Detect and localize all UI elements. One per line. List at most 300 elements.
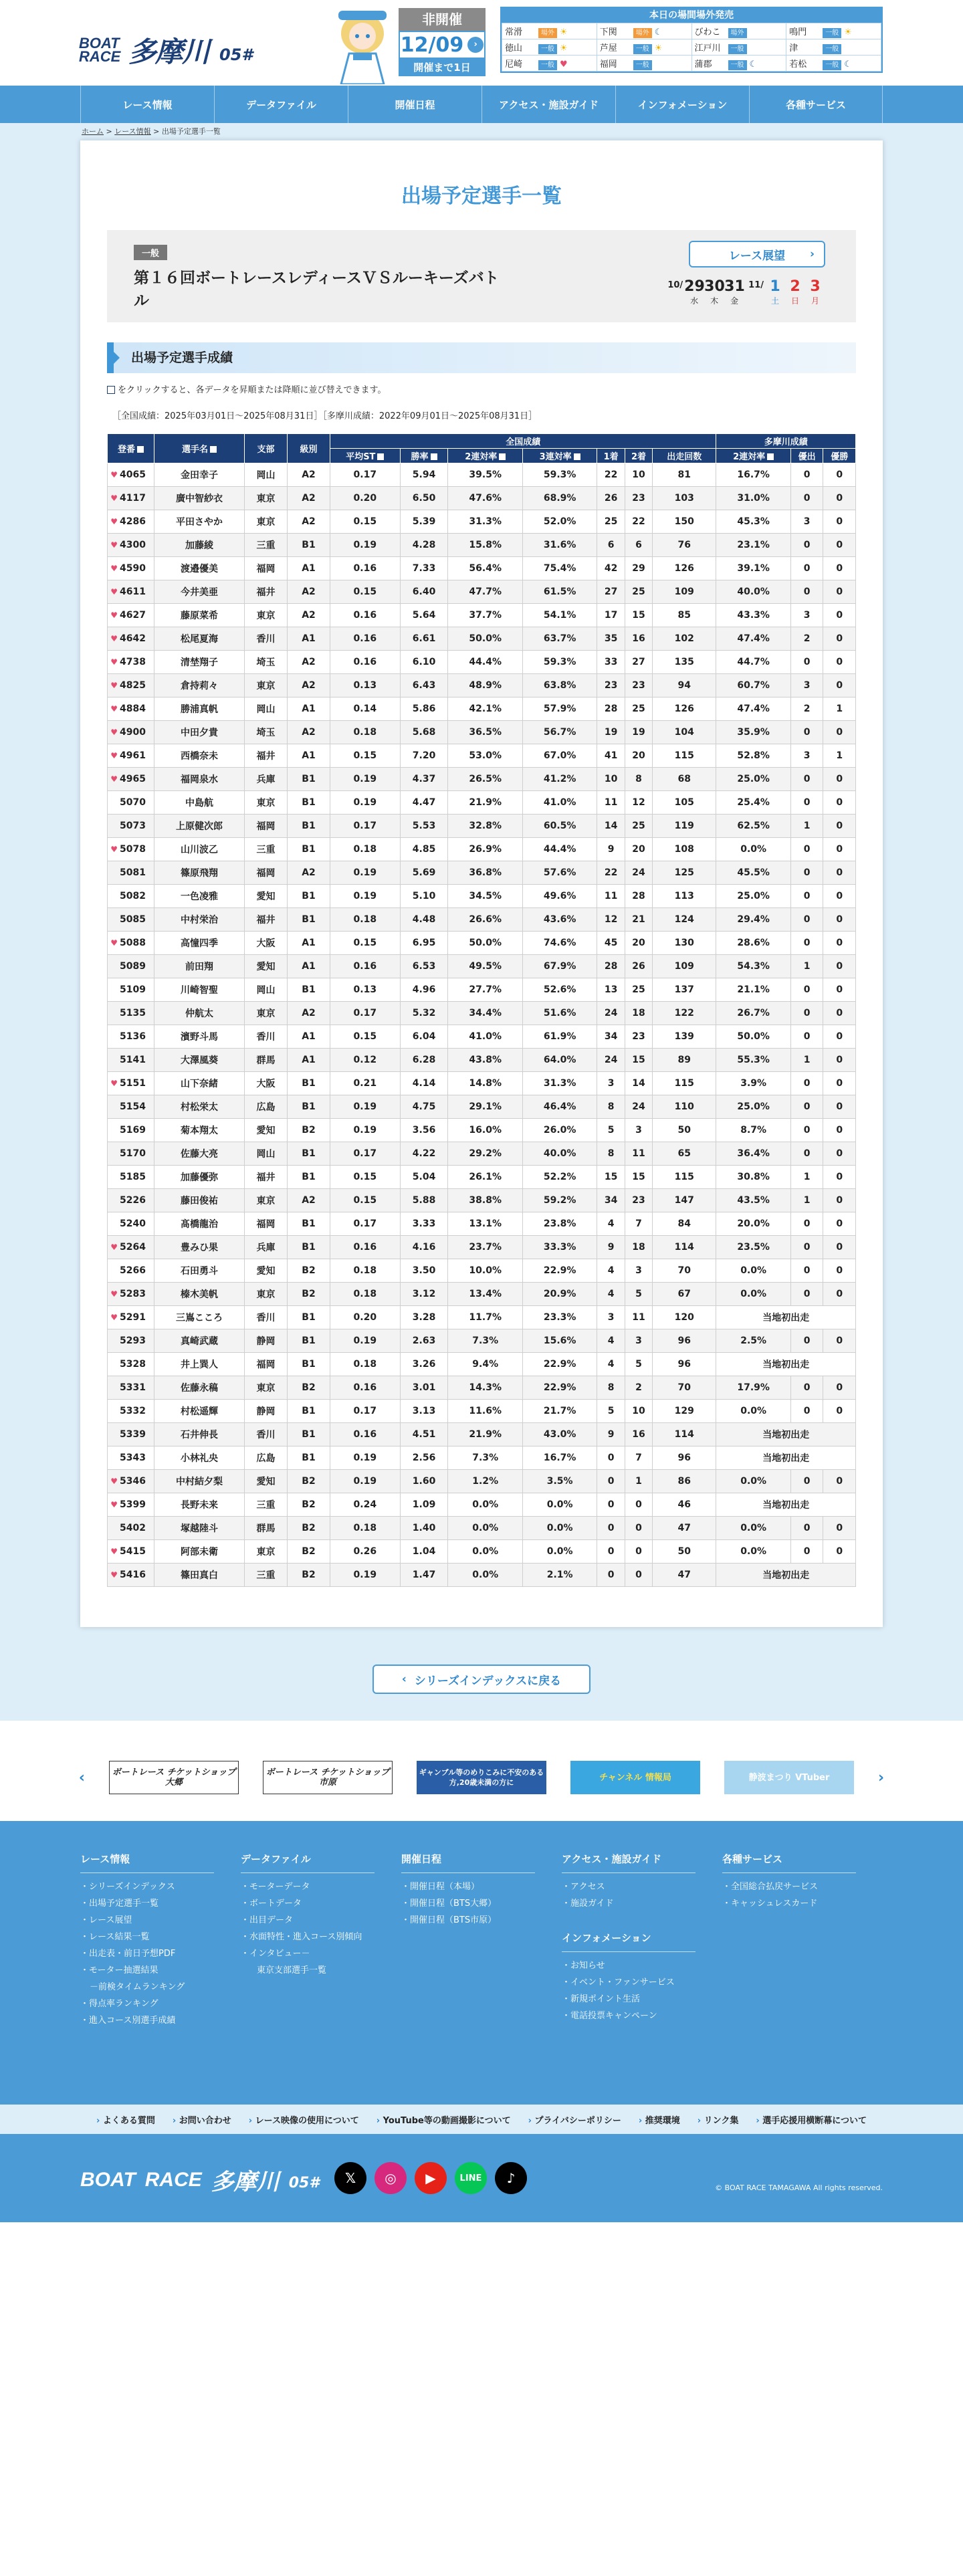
racer-name[interactable]: 平田さやか — [154, 510, 245, 534]
breadcrumb-race[interactable]: レース情報 — [114, 127, 151, 136]
back-to-series-button[interactable] — [372, 1665, 591, 1694]
racer-id-text: 5346 — [120, 1476, 146, 1487]
table-cell: 8 — [625, 768, 652, 791]
table-cell: 41.0% — [448, 1025, 522, 1049]
table-cell: 29.4% — [716, 908, 790, 932]
table-cell: 0.16 — [330, 557, 401, 580]
table-cell: 0 — [790, 1119, 823, 1142]
racer-name[interactable]: 長野未来 — [154, 1493, 245, 1517]
table-cell: 12 — [597, 908, 625, 932]
table-cell: 147 — [653, 1189, 716, 1212]
table-cell: 126 — [653, 557, 716, 580]
table-cell: 60.5% — [522, 815, 597, 838]
table-cell: 41.2% — [522, 768, 597, 791]
sort-note — [107, 383, 856, 395]
footer-logo-text: BOAT — [80, 2168, 136, 2191]
table-cell: 20.0% — [716, 1212, 790, 1236]
racer-name[interactable]: 中村栄治 — [154, 908, 245, 932]
racer-id — [108, 1259, 154, 1283]
table-cell: B2 — [288, 1259, 330, 1283]
table-cell: 0 — [823, 1329, 856, 1353]
racer-name[interactable]: 佐藤永稿 — [154, 1376, 245, 1400]
table-cell: 群馬 — [245, 1517, 288, 1540]
racer-name[interactable]: 村松遥輝 — [154, 1400, 245, 1423]
table-cell: 0.21 — [330, 1072, 401, 1095]
table-cell: 26.7% — [716, 1002, 790, 1025]
footer-link[interactable]: ・ 電話投票キャンペーン — [562, 2008, 722, 2024]
racer-id-text: 4961 — [120, 750, 146, 761]
table-row — [108, 1564, 856, 1587]
table-cell: 0 — [790, 1540, 823, 1564]
racer-name[interactable]: 倉持莉々 — [154, 674, 245, 697]
table-cell: 4.96 — [400, 978, 448, 1002]
footer-link[interactable]: ・ シリーズインデックス — [80, 1879, 241, 1895]
table-cell: 東京 — [245, 674, 288, 697]
footer-column — [401, 1852, 562, 2105]
racer-name[interactable]: 高憧四季 — [154, 932, 245, 955]
footer-link[interactable]: ・ レース展望 — [80, 1912, 241, 1929]
table-cell: 2.63 — [400, 1329, 448, 1353]
venue-cell[interactable] — [786, 23, 881, 39]
table-cell: 0 — [597, 1446, 625, 1470]
footer-col-title[interactable]: 開催日程 — [401, 1852, 535, 1873]
table-cell: 兵庫 — [245, 768, 288, 791]
status-date[interactable] — [399, 31, 486, 59]
racer-table — [107, 433, 856, 1587]
banner-ichihara[interactable]: ボートレース チケットショップ 市原 — [263, 1761, 393, 1794]
table-cell: 47 — [653, 1564, 716, 1587]
footer-bottom-link[interactable]: › 選手応援用横断幕について — [756, 2113, 867, 2126]
table-cell: 0 — [823, 487, 856, 510]
footer-bottom-link[interactable]: › リンク集 — [698, 2113, 739, 2126]
footer-link[interactable]: ・ 施設ガイド — [562, 1895, 722, 1912]
racer-name[interactable]: 髙橋龍治 — [154, 1212, 245, 1236]
nav-race-info[interactable]: レース情報 — [80, 86, 214, 123]
table-cell: 120 — [653, 1306, 716, 1329]
table-cell: 0 — [790, 1259, 823, 1283]
col-sub-header[interactable] — [823, 449, 856, 463]
table-cell: A1 — [288, 627, 330, 651]
footer-link[interactable]: ・ キャッシュレスカード — [722, 1895, 883, 1912]
racer-name[interactable]: 川崎智聖 — [154, 978, 245, 1002]
table-cell: 26.5% — [448, 768, 522, 791]
footer-nav — [0, 1821, 963, 2105]
day-weekday: 水 — [690, 296, 699, 306]
racer-name[interactable]: 塚越陸斗 — [154, 1517, 245, 1540]
table-cell: 39.1% — [716, 557, 790, 580]
footer-bottom-link[interactable]: › 推奨環境 — [639, 2113, 680, 2126]
racer-name[interactable]: 勝浦真帆 — [154, 697, 245, 721]
banner-channel[interactable]: チャンネル 情報局 — [570, 1761, 700, 1794]
table-cell: 33.3% — [522, 1236, 597, 1259]
table-cell: 0.17 — [330, 1400, 401, 1423]
table-cell: 0.18 — [330, 908, 401, 932]
racer-name[interactable]: 山川波乙 — [154, 838, 245, 861]
table-cell: 40.0% — [522, 1142, 597, 1166]
tiktok-icon[interactable]: ♪ — [495, 2162, 527, 2194]
racer-name[interactable]: 豊みひ果 — [154, 1236, 245, 1259]
footer-bottom-link[interactable]: › よくある質問 — [96, 2113, 155, 2126]
table-cell: 19 — [597, 721, 625, 744]
venue-cell[interactable] — [597, 23, 691, 39]
racer-name[interactable]: 松尾夏海 — [154, 627, 245, 651]
nav-access[interactable]: アクセス・施設ガイド — [481, 86, 615, 123]
heart-icon: ♥ — [110, 517, 118, 526]
table-cell: 23.5% — [716, 1236, 790, 1259]
racer-name[interactable]: 加藤綾 — [154, 534, 245, 557]
footer-link[interactable]: ・ 得点率ランキング — [80, 1996, 241, 2012]
footer-bottom-link[interactable]: › お問い合わせ — [173, 2113, 231, 2126]
footer-col-title[interactable]: インフォメーション — [562, 1931, 696, 1952]
racer-name[interactable]: 清埜翔子 — [154, 651, 245, 674]
racer-name[interactable]: 阿部未衛 — [154, 1540, 245, 1564]
table-cell: 3.26 — [400, 1353, 448, 1376]
racer-id — [108, 604, 154, 627]
table-cell: B2 — [288, 1517, 330, 1540]
footer-bottom-link[interactable]: › レース映像の使用について — [249, 2113, 359, 2126]
banner-vtuber[interactable]: 静波まつり VTuber — [724, 1761, 854, 1794]
table-cell: 3.12 — [400, 1283, 448, 1306]
chevron-right-icon: › — [467, 37, 484, 53]
table-cell: 0 — [597, 1564, 625, 1587]
racer-name[interactable]: 中田夕貴 — [154, 721, 245, 744]
nav-schedule[interactable]: 開催日程 — [348, 86, 481, 123]
footer-bottom-link[interactable]: › YouTube等の動画撮影について — [377, 2113, 511, 2126]
table-cell: 3 — [597, 1072, 625, 1095]
table-cell: 福岡 — [245, 815, 288, 838]
table-cell: 4.14 — [400, 1072, 448, 1095]
table-cell: 50.0% — [448, 627, 522, 651]
table-cell: 5.53 — [400, 815, 448, 838]
table-cell: 1 — [790, 955, 823, 978]
footer-column — [722, 1852, 883, 2105]
table-cell: 14 — [597, 815, 625, 838]
table-cell: 0 — [823, 932, 856, 955]
table-cell: 岡山 — [245, 978, 288, 1002]
racer-name[interactable]: 佐藤大亮 — [154, 1142, 245, 1166]
table-cell: 9 — [597, 838, 625, 861]
table-cell: 45.5% — [716, 861, 790, 885]
table-cell: 0.19 — [330, 534, 401, 557]
racer-name[interactable]: 加藤優弥 — [154, 1166, 245, 1189]
table-cell: 6.50 — [400, 487, 448, 510]
racer-name[interactable]: 前田翔 — [154, 955, 245, 978]
venue-badge: 一般 — [728, 44, 747, 54]
footer-link[interactable]: ・ ボートデータ — [241, 1895, 401, 1912]
racer-id — [108, 768, 154, 791]
table-row — [108, 1095, 856, 1119]
venue-badge: 場外 — [633, 28, 652, 38]
table-cell: 28.6% — [716, 932, 790, 955]
footer-link[interactable]: ・ 出目データ — [241, 1912, 401, 1929]
footer-col-title[interactable]: アクセス・施設ガイド — [562, 1852, 696, 1873]
table-cell: 愛知 — [245, 1119, 288, 1142]
table-cell: 21.1% — [716, 978, 790, 1002]
chevron-left-icon[interactable]: ‹ — [78, 1769, 85, 1786]
table-cell: 22 — [597, 861, 625, 885]
venue-cell[interactable] — [502, 56, 597, 72]
table-cell: 3.01 — [400, 1376, 448, 1400]
racer-name[interactable]: 廣中智紗衣 — [154, 487, 245, 510]
table-cell: 50.0% — [716, 1025, 790, 1049]
venue-cell[interactable] — [502, 23, 597, 39]
table-row — [108, 674, 856, 697]
table-row — [108, 815, 856, 838]
footer-link[interactable]: ・ イベント・ファンサービス — [562, 1974, 722, 1991]
col-sub-header[interactable] — [400, 449, 448, 463]
col-sub-header[interactable] — [625, 449, 652, 463]
footer-link[interactable]: ・ 出場予定選手一覧 — [80, 1895, 241, 1912]
venue-badge: 一般 — [538, 44, 557, 54]
status-label: 非開催 — [399, 8, 486, 31]
footer-link[interactable]: ・ 開催日程（本場） — [401, 1879, 562, 1895]
racer-name[interactable]: 石井伸長 — [154, 1423, 245, 1446]
table-cell: 11 — [597, 791, 625, 815]
racer-id — [108, 1400, 154, 1423]
footer-link[interactable]: ・ アクセス — [562, 1879, 722, 1895]
table-cell: 48.9% — [448, 674, 522, 697]
racer-name[interactable]: 大澤風葵 — [154, 1049, 245, 1072]
table-row — [108, 580, 856, 604]
sort-note-text: をクリックすると、各データを昇順または降順に並び替えできます。 — [118, 385, 387, 395]
banner-gambling[interactable]: ギャンブル等のめりこみに不安のある方,20歳未満の方に — [417, 1761, 546, 1794]
venue-cell[interactable] — [691, 56, 786, 72]
racer-name[interactable]: 榛木美帆 — [154, 1283, 245, 1306]
racer-id — [108, 1119, 154, 1142]
racer-name[interactable]: 篠原飛翔 — [154, 861, 245, 885]
footer-bottom-link[interactable]: › プライバシーポリシー — [528, 2113, 621, 2126]
footer-link[interactable]: ・ 新規ポイント生活 — [562, 1991, 722, 2008]
table-row — [108, 651, 856, 674]
table-row — [108, 768, 856, 791]
table-cell: 0 — [790, 908, 823, 932]
table-cell: B1 — [288, 1236, 330, 1259]
table-cell: 大阪 — [245, 932, 288, 955]
col-sub-header[interactable] — [653, 449, 716, 463]
table-cell: 31.3% — [448, 510, 522, 534]
table-cell: B2 — [288, 1564, 330, 1587]
col-sub-header[interactable] — [330, 449, 401, 463]
table-cell: 15 — [625, 604, 652, 627]
site-logo[interactable] — [79, 30, 253, 70]
col-sub-header[interactable] — [448, 449, 522, 463]
table-cell: 5.10 — [400, 885, 448, 908]
racer-name[interactable]: 村松栄太 — [154, 1095, 245, 1119]
table-cell: 4.48 — [400, 908, 448, 932]
racer-id-text: 5081 — [120, 867, 146, 878]
table-cell: 埼玉 — [245, 721, 288, 744]
table-cell: A2 — [288, 861, 330, 885]
table-cell: 139 — [653, 1025, 716, 1049]
weather-icon: ♥ — [560, 59, 568, 70]
table-cell: 55.3% — [716, 1049, 790, 1072]
table-cell: 1 — [823, 744, 856, 768]
racer-name[interactable]: 石田勇斗 — [154, 1259, 245, 1283]
table-cell: 0.16 — [330, 627, 401, 651]
venue-cell[interactable] — [597, 56, 691, 72]
racer-id-text: 5332 — [120, 1406, 146, 1416]
footer-link[interactable]: ・ 開催日程（BTS大郷） — [401, 1895, 562, 1912]
table-row — [108, 1493, 856, 1517]
footer-link[interactable]: ・ 進入コース別選手成績 — [80, 2012, 241, 2029]
racer-name[interactable]: 西橋奈未 — [154, 744, 245, 768]
table-cell: 0.17 — [330, 463, 401, 487]
racer-name[interactable]: 上原健次郎 — [154, 815, 245, 838]
heart-icon: ♥ — [110, 1477, 118, 1486]
footer-link[interactable]: ・ 全国総合払戻サービス — [722, 1879, 883, 1895]
table-cell: 3.5% — [522, 1470, 597, 1493]
col-id[interactable] — [108, 434, 154, 463]
table-cell: 0 — [790, 978, 823, 1002]
venue-name: 芦屋 — [599, 43, 617, 53]
racer-id — [108, 1142, 154, 1166]
table-cell: 3 — [790, 604, 823, 627]
heart-icon: ♥ — [110, 1570, 118, 1580]
table-cell: 13.4% — [448, 1283, 522, 1306]
table-cell: 20 — [625, 932, 652, 955]
table-cell: 0.17 — [330, 1142, 401, 1166]
racer-id-text: 5073 — [120, 821, 146, 831]
col-sub-label: 優出 — [798, 452, 816, 462]
table-cell: 36.8% — [448, 861, 522, 885]
racer-name[interactable]: 一色凌雅 — [154, 885, 245, 908]
table-cell: 25.0% — [716, 885, 790, 908]
day-number: 29 — [684, 278, 705, 295]
col-sub-label: 3連対率 — [539, 452, 572, 462]
venue-cell[interactable] — [691, 39, 786, 56]
footer-link[interactable]: ・ レース結果一覧 — [80, 1929, 241, 1945]
race-day — [704, 278, 724, 306]
col-sub-header[interactable] — [597, 449, 625, 463]
table-cell: 1 — [790, 815, 823, 838]
table-cell: 60.7% — [716, 674, 790, 697]
x-icon[interactable]: 𝕏 — [334, 2162, 366, 2194]
venue-cell[interactable] — [597, 39, 691, 56]
col-sub-header[interactable] — [790, 449, 823, 463]
table-cell: 福岡 — [245, 861, 288, 885]
footer-column — [562, 1852, 722, 2105]
racer-name[interactable]: 濱野斗馬 — [154, 1025, 245, 1049]
col-sub-header[interactable] — [522, 449, 597, 463]
racer-id-text: 5151 — [120, 1078, 146, 1089]
racer-name[interactable]: 藤田俊祐 — [154, 1189, 245, 1212]
racer-name[interactable]: 中島航 — [154, 791, 245, 815]
venue-name: 常滑 — [505, 27, 523, 37]
table-cell: 26.1% — [448, 1166, 522, 1189]
footer-link[interactable]: － 前検タイムランキング — [80, 1979, 241, 1996]
table-cell: 129 — [653, 1400, 716, 1423]
footer-link[interactable]: ・ 水面特性・進入コース別傾向 — [241, 1929, 401, 1945]
table-cell: 0.0% — [716, 1259, 790, 1283]
racer-name[interactable]: 今井美亜 — [154, 580, 245, 604]
col-name[interactable] — [154, 434, 245, 463]
racer-name[interactable]: 渡邉優美 — [154, 557, 245, 580]
racer-name[interactable]: 中村結夕梨 — [154, 1470, 245, 1493]
race-preview-button[interactable] — [689, 241, 825, 267]
venue-row — [502, 39, 881, 56]
racer-id — [108, 697, 154, 721]
footer-col-title[interactable]: 各種サービス — [722, 1852, 856, 1873]
table-cell: 0 — [823, 1119, 856, 1142]
table-cell: 0 — [790, 885, 823, 908]
footer-col-title[interactable]: データファイル — [241, 1852, 374, 1873]
racer-id-text: 5185 — [120, 1172, 146, 1182]
table-cell: A1 — [288, 955, 330, 978]
footer-link[interactable]: ・ インタビュー－ — [241, 1945, 401, 1962]
racer-name[interactable]: 小林礼央 — [154, 1446, 245, 1470]
footer-link[interactable]: ・ 出走表・前日予想PDF — [80, 1945, 241, 1962]
nav-data-file[interactable]: データファイル — [214, 86, 348, 123]
table-cell: 福井 — [245, 908, 288, 932]
footer-link[interactable]: ・ 開催日程（BTS市原） — [401, 1912, 562, 1929]
breadcrumb-home[interactable]: ホーム — [82, 127, 104, 136]
table-cell: 0.19 — [330, 1564, 401, 1587]
venue-cell[interactable] — [786, 56, 881, 72]
nav-services[interactable]: 各種サービス — [749, 86, 883, 123]
footer-link[interactable]: ・ お知らせ — [562, 1957, 722, 1974]
race-day — [684, 278, 704, 306]
racer-name[interactable]: 菊本翔太 — [154, 1119, 245, 1142]
line-icon[interactable]: LINE — [455, 2162, 487, 2194]
venue-cell[interactable] — [691, 23, 786, 39]
banner-ooogo[interactable]: ボートレース チケットショップ 大郷 — [109, 1761, 239, 1794]
table-cell: 3.9% — [716, 1072, 790, 1095]
venue-cell[interactable] — [502, 39, 597, 56]
racer-id — [108, 1095, 154, 1119]
racer-name[interactable]: 真崎武蔵 — [154, 1329, 245, 1353]
table-row — [108, 744, 856, 768]
footer-col-title[interactable]: レース情報 — [80, 1852, 214, 1873]
table-cell: 0 — [790, 1470, 823, 1493]
racer-name[interactable]: 三嶌こころ — [154, 1306, 245, 1329]
racer-name[interactable]: 山下奈緒 — [154, 1072, 245, 1095]
table-cell: 東京 — [245, 1376, 288, 1400]
footer-link[interactable]: ・ モーターデータ — [241, 1879, 401, 1895]
table-cell: 0 — [790, 557, 823, 580]
table-cell: 47.4% — [716, 697, 790, 721]
footer-logo[interactable] — [80, 2163, 320, 2196]
chevron-right-icon[interactable]: › — [878, 1769, 885, 1786]
col-sub-header[interactable] — [716, 449, 790, 463]
table-cell: 34.5% — [448, 885, 522, 908]
racer-name[interactable]: 篠田真白 — [154, 1564, 245, 1587]
racer-name[interactable]: 福岡泉水 — [154, 768, 245, 791]
chevron-right-icon: › — [809, 247, 815, 261]
racer-name[interactable]: 金田幸子 — [154, 463, 245, 487]
footer-link[interactable]: ・ モーター抽選結果 — [80, 1962, 241, 1979]
youtube-icon[interactable]: ▶ — [415, 2162, 447, 2194]
table-row — [108, 1142, 856, 1166]
racer-id-text: 5416 — [120, 1570, 146, 1580]
table-cell: B2 — [288, 1470, 330, 1493]
table-cell: 5.69 — [400, 861, 448, 885]
racer-name[interactable]: 仲航太 — [154, 1002, 245, 1025]
table-cell: 16 — [625, 627, 652, 651]
day-weekday: 土 — [770, 296, 779, 306]
racer-name[interactable]: 藤原菜希 — [154, 604, 245, 627]
racer-id-text: 4627 — [120, 610, 146, 621]
venue-name: 徳山 — [505, 43, 523, 53]
venue-cell[interactable] — [786, 39, 881, 56]
table-cell: 59.3% — [522, 651, 597, 674]
table-cell: 0 — [625, 1493, 652, 1517]
footer-link[interactable]: 東京支部選手一覧 — [257, 1965, 327, 1975]
racer-id — [108, 955, 154, 978]
racer-id — [108, 463, 154, 487]
nav-information[interactable]: インフォメーション — [615, 86, 749, 123]
racer-name[interactable]: 井上巽人 — [154, 1353, 245, 1376]
instagram-icon[interactable]: ◎ — [374, 2162, 407, 2194]
